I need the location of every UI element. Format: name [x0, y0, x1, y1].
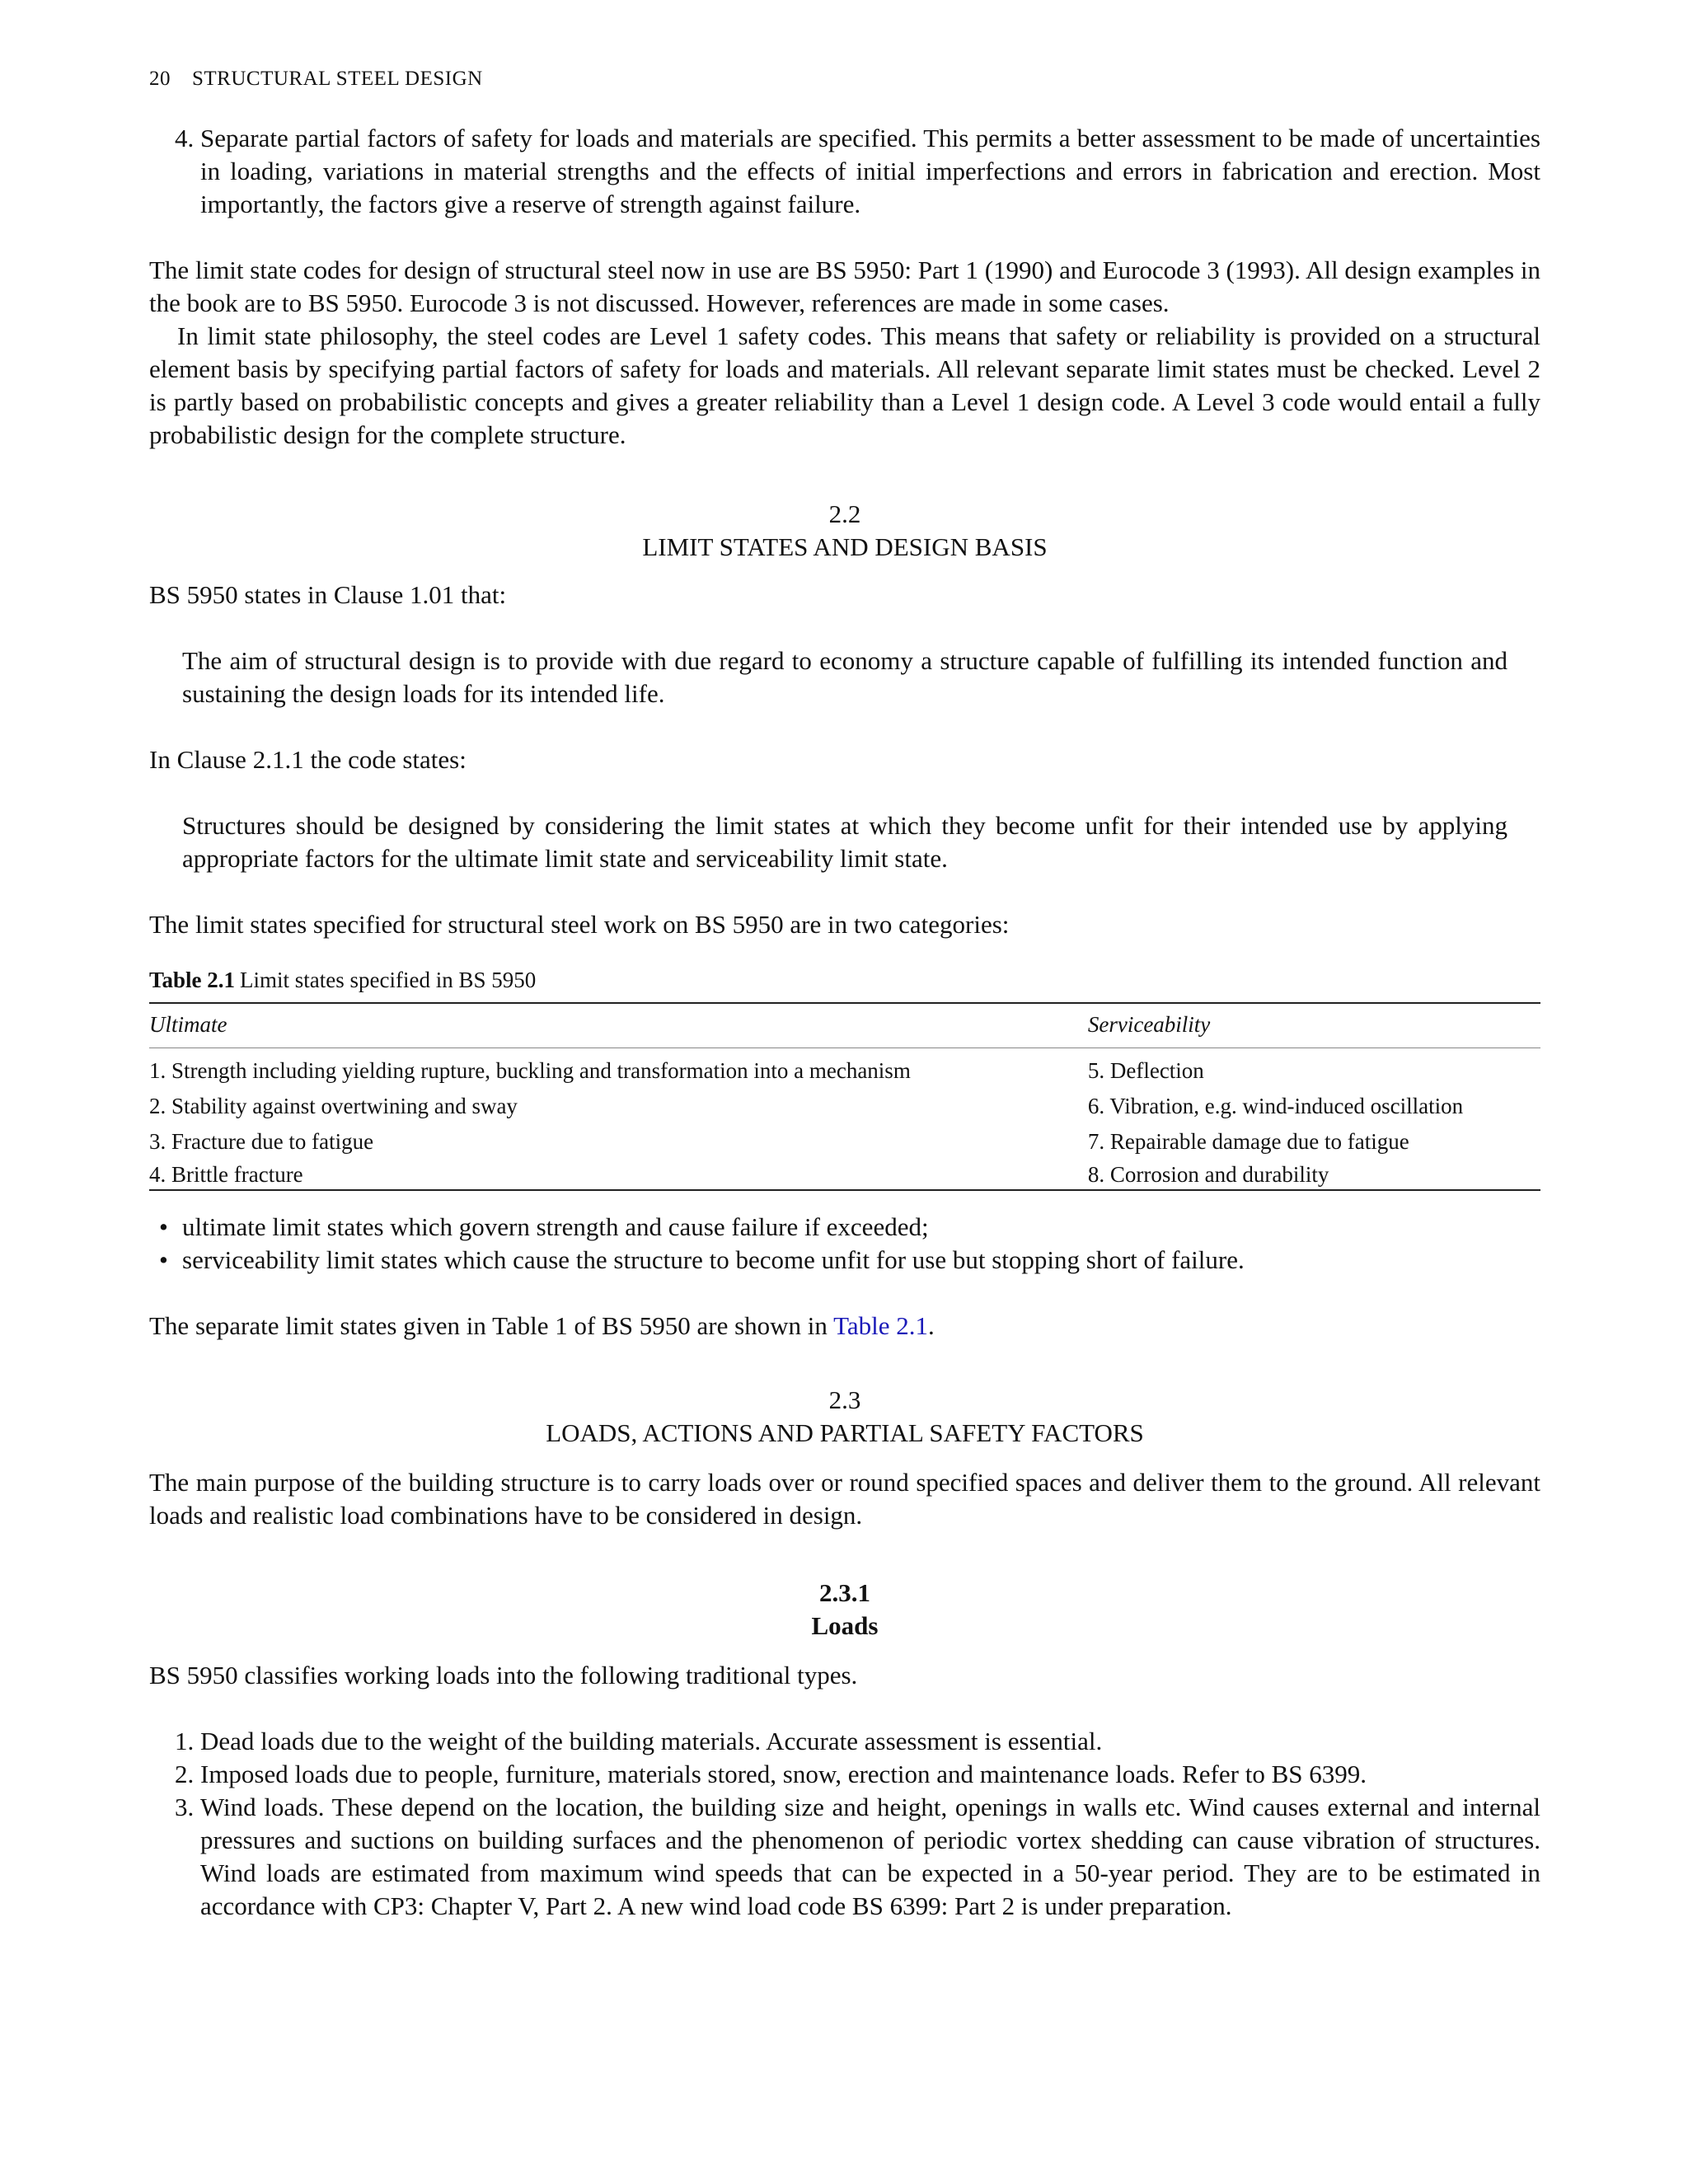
paragraph-classifies: BS 5950 classifies working loads into the following traditional types.	[149, 1661, 858, 1690]
section-title: LOADS, ACTIONS AND PARTIAL SAFETY FACTORS	[546, 1418, 1144, 1447]
section-title: LIMIT STATES AND DESIGN BASIS	[642, 532, 1048, 561]
list-item: 4. Separate partial factors of safety for loads and materials are specified. This permits a better assessment to be made of uncertainties in loading, variations in material strengths and the effects of initial imperfections and errors in fabrication and erection. Most importantly, the factors give a reserve of strength against failure.	[200, 122, 1540, 221]
running-head	[149, 66, 1540, 92]
section-number: 2.2	[828, 499, 861, 528]
limit-state-bullets	[149, 1211, 1540, 1277]
table-row	[149, 1048, 1540, 1090]
subsection-title: Loads	[811, 1611, 879, 1640]
section-2-3-heading	[149, 1384, 1540, 1450]
section-number: 2.3	[828, 1385, 861, 1414]
table-reference-end: .	[928, 1311, 935, 1340]
table-cell: 5. Deflection	[1087, 1058, 1204, 1083]
paragraph-codes: The limit state codes for design of structural steel now in use are BS 5950: Part 1 (1990) and Eurocode 3 (1993). All design examples in the book are to BS 5950. Eurocode 3 is not discussed. However, references are made in some cases.	[149, 255, 1540, 317]
table-caption	[149, 966, 1540, 994]
list-item: 2. Imposed loads due to people, furniture, materials stored, snow, erection and maintenance loads. Refer to BS 6399.	[200, 1758, 1540, 1791]
column-header-serviceability: Serviceability	[1055, 1003, 1540, 1048]
table-cell: 6. Vibration, e.g. wind-induced oscillation	[1087, 1094, 1464, 1118]
subsection-number: 2.3.1	[819, 1578, 870, 1607]
paragraph-categories: The limit states specified for structural steel work on BS 5950 are in two categories:	[149, 910, 1010, 939]
table-2-1-link[interactable]: Table 2.1	[833, 1311, 928, 1340]
bullet-item: • ultimate limit states which govern strength and cause failure if exceeded;	[182, 1211, 1540, 1244]
running-head-title: STRUCTURAL STEEL DESIGN	[192, 68, 483, 90]
load-types-list	[149, 1725, 1540, 1923]
table-cell: 2. Stability against overtwining and sway	[149, 1094, 518, 1118]
paragraph-philosophy: In limit state philosophy, the steel codes are Level 1 safety codes. This means that safety or reliability is provided on a structural element basis by specifying partial factors of safety for loads and materials. All relevant separate limit states must be checked. Level 2 is partly based on probabilistic concepts and gives a greater reliability than a Level 1 design code. A Level 3 code would entail a fully probabilistic design for the complete structure.	[149, 321, 1540, 449]
table-caption-text: Limit states specified in BS 5950	[240, 968, 537, 992]
section-2-2-heading	[149, 498, 1540, 564]
table-cell: 8. Corrosion and durability	[1055, 1160, 1540, 1190]
table-label: Table 2.1	[149, 968, 236, 992]
table-reference-text: The separate limit states given in Table 1 of BS 5950 are shown in	[149, 1311, 834, 1340]
intro-numbered-list	[149, 122, 1540, 221]
quote-clause-101: The aim of structural design is to provide with due regard to economy a structure capable of fulfilling its intended function and sustaining the design loads for its intended life.	[182, 646, 1507, 708]
table-row	[149, 1160, 1540, 1190]
table-cell: 4. Brittle fracture	[149, 1160, 1055, 1190]
quote-clause-211: Structures should be designed by considering the limit states at which they become unfit for their intended use by applying appropriate factors for the ultimate limit state and serviceability limit state.	[182, 811, 1507, 873]
document-page	[149, 66, 1540, 1923]
list-item: 1. Dead loads due to the weight of the building materials. Accurate assessment is essential.	[200, 1725, 1540, 1758]
limit-states-table	[149, 1002, 1540, 1191]
column-header-ultimate: Ultimate	[149, 1003, 1055, 1048]
paragraph-clause-211: In Clause 2.1.1 the code states:	[149, 745, 467, 774]
page-number: 20	[149, 68, 171, 90]
paragraph-table-reference	[149, 1310, 1540, 1343]
table-cell: 7. Repairable damage due to fatigue	[1087, 1129, 1409, 1154]
paragraph-clause-101: BS 5950 states in Clause 1.01 that:	[149, 580, 507, 609]
subsection-2-3-1-heading	[149, 1577, 1540, 1643]
bullet-item: • serviceability limit states which cause the structure to become unfit for use but stopping short of failure.	[182, 1244, 1540, 1277]
list-item: 3. Wind loads. These depend on the location, the building size and height, openings in walls etc. Wind causes external and internal pressures and suctions on building surfaces and the phenomenon of periodic vortex shedding can cause vibration of structures. Wind loads are estimated from maximum wind speeds that can be expected in a 50-year period. They are to be estimated in accordance with CP3: Chapter V, Part 2. A new wind load code BS 6399: Part 2 is under preparation.	[200, 1791, 1540, 1923]
paragraph-purpose: The main purpose of the building structure is to carry loads over or round specified spaces and deliver them to the ground. All relevant loads and realistic load combinations have to be considered in design.	[149, 1468, 1540, 1530]
table-row	[149, 1124, 1540, 1160]
table-cell: 1. Strength including yielding rupture, buckling and transformation into a mechanism	[149, 1058, 911, 1083]
table-row	[149, 1089, 1540, 1124]
table-cell: 3. Fracture due to fatigue	[149, 1129, 374, 1154]
